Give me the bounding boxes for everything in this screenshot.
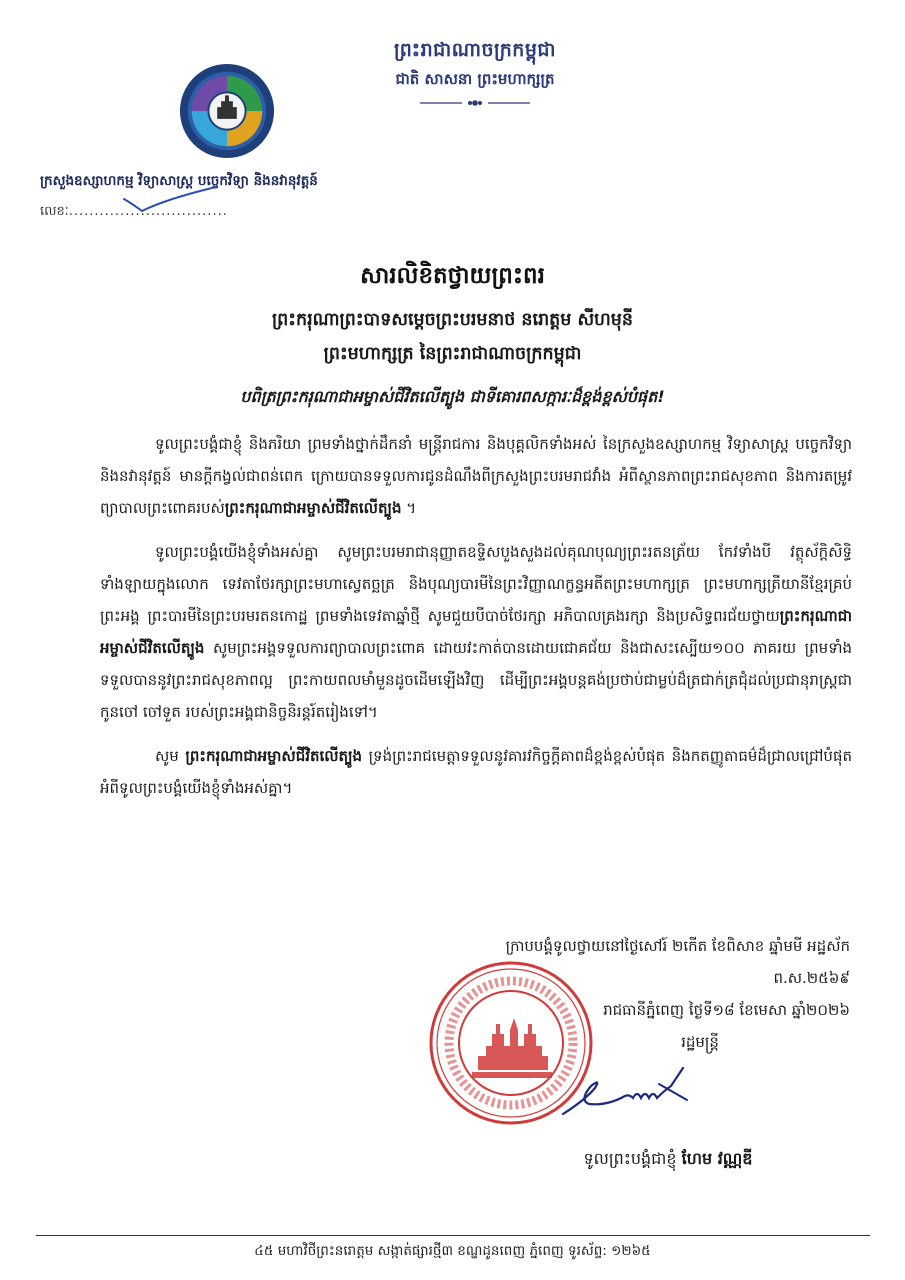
signer-line xyxy=(488,1148,848,1172)
reference-dots: ............................... xyxy=(68,204,228,219)
paragraph-2-text: ទូលព្រះបង្គំយើងខ្ញុំទាំងអស់គ្នា សូមព្រះបរមរាជានុញ្ញាតឧទ្ទិសបួងសួងដល់គុណបុណ្យព្រះរតនត្រ័យ កែវទាំងបី វត្ថុស័ក្ដិសិទ្ធិទាំងឡាយក្នុងលោក ទេវតាថែរក្សាព្រះមហាស្វេតច្ឆត្រ និងបុណ្យបារមីនៃព្រះវិញ្ញាណក្ខន្ធអតីតព្រះមហាក្សត្រ ព្រះមហាក្សត្រីយានីខ្មែរគ្រប់ព្រះអង្គ ព្រះបារមីនៃព្រះបរមរតនកោដ្ឋ ព្រមទាំងទេវតាឆ្នាំថ្មី សូមជួយបីបាច់ថែរក្សា អភិបាលគ្រងរក្សា និងប្រសិទ្ធពរជ័យថ្វាយ xyxy=(100,543,852,625)
place-date-line: រាជធានីភ្នំពេញ ថ្ងៃទី១៨ ខែមេសា ឆ្នាំ២០២៦ xyxy=(603,1001,850,1019)
addressee-line-1: ព្រះករុណាព្រះបាទសម្ដេចព្រះបរមនាថ នរោត្តម សីហមុនី xyxy=(271,310,634,330)
footer-address: ៤៥ មហាវិថីព្រះនរោត្តម សង្កាត់ផ្សារថ្មី៣ ខណ្ឌដូនពេញ ភ្នំពេញ ទូរស័ព្ទ: ១២៦៥ xyxy=(254,1243,651,1259)
addressee-line-2: ព្រះមហាក្សត្រ នៃព្រះរាជាណាចក្រកម្ពុជា xyxy=(323,344,582,364)
signer-prefix: ទូលព្រះបង្គំជាខ្ញុំ xyxy=(583,1149,677,1168)
paragraph-2-bold: ព្រះករុណាជាអម្ចាស់ជីវិតលើត្បូង xyxy=(100,607,852,657)
national-motto: ជាតិ សាសនា ព្រះមហាក្សត្រ xyxy=(395,70,555,88)
paragraph-3-bold: ព្រះករុណាជាអម្ចាស់ជីវិតលើត្បូង xyxy=(185,747,363,765)
signature-icon xyxy=(555,1060,695,1120)
reference-label: លេខៈ xyxy=(40,204,69,219)
kingdom-header xyxy=(350,38,600,111)
footer-divider xyxy=(36,1235,870,1236)
handwritten-check-icon xyxy=(120,185,220,213)
letter-body xyxy=(100,428,852,816)
salutation: បពិត្រព្រះករុណាជាអម្ចាស់ជីវិតលើត្បូង ជាទីគោរពសក្ការៈដ៏ខ្ពង់ខ្ពស់បំផុត! xyxy=(240,387,665,406)
kingdom-name: ព្រះរាជាណាចក្រកម្ពុជា xyxy=(394,39,556,61)
letter-title: សារលិខិតថ្វាយព្រះពរ xyxy=(360,263,545,289)
signer-role: រដ្ឋមន្ត្រី xyxy=(681,1033,719,1051)
paragraph-1-bold: ព្រះករុណាជាអម្ចាស់ជីវិតលើត្បូង xyxy=(224,499,402,517)
ministry-name: ក្រសួងឧស្សាហកម្ម វិទ្យាសាស្ត្រ បច្ចេកវិទ្យា និងនវានុវត្តន៍ xyxy=(40,173,318,189)
paragraph-1-end: ។ xyxy=(401,499,417,517)
ministry-logo-icon xyxy=(178,62,276,160)
signer-name: ហែម វណ្ណឌី xyxy=(681,1149,753,1168)
paragraph-3-start: សូម xyxy=(155,747,186,765)
paragraph-2 xyxy=(100,536,852,728)
paragraph-2-end: សូមព្រះអង្គទទួលការព្យាបាលព្រះពោគ ដោយវះកាត់បានដោយជោគជ័យ និងជាសះស្បើយ១០០ ភាគរយ ព្រមទាំងទទួលបាននូវព្រះរាជសុខភាពល្អ ព្រះកាយពលមាំមួនដូចដើមឡើងវិញ ដើម្បីព្រះអង្គបន្តគង់ប្រថាប់ជាម្លប់ដ៏ត្រជាក់ត្រជុំដល់ប្រជានុរាស្ត្រជាកូនចៅ ចៅទួត របស់ព្រះអង្គជានិច្ចនិរន្តរ៍តរៀងទៅ។ xyxy=(100,639,852,721)
paragraph-1-text: ទូលព្រះបង្គំជាខ្ញុំ និងភរិយា ព្រមទាំងថ្នាក់ដឹកនាំ មន្ត្រីរាជការ និងបុគ្គលិកទាំងអស់ នៃក្រសួងឧស្សាហកម្ម វិទ្យាសាស្ត្រ បច្ចេកវិទ្យា និងនវានុវត្តន៍ មានក្ដីកង្វល់ជាពន់ពេក ក្រោយបានទទួលការជូនដំណឹងពីក្រសួងព្រះបរមរាជវាំង អំពីស្ថានភាពព្រះរាជសុខភាព និងការតម្រូវព្យាបាលព្រះពោគរបស់ xyxy=(100,435,852,517)
ornament-divider-icon xyxy=(420,99,530,107)
paragraph-3-end: ទ្រង់ព្រះរាជមេត្តាទទួលនូវគារវកិច្ចក្ដីគាពដ៏ខ្ពង់ខ្ពស់បំផុត និងកតញ្ញូតាធម៌ដ៏ជ្រាលជ្រៅបំផុតអំពីទូលព្រះបង្គំយើងខ្ញុំទាំងអស់គ្នា។ xyxy=(100,747,852,797)
paragraph-3 xyxy=(100,740,852,804)
lunar-date-line: ក្រាបបង្គំទូលថ្វាយនៅថ្ងៃសៅរ៍ ២កើត ខែពិសាខ ឆ្នាំមមី អដ្ឋស័ក ព.ស.២៥៦៩ xyxy=(505,937,850,987)
paragraph-1 xyxy=(100,428,852,524)
